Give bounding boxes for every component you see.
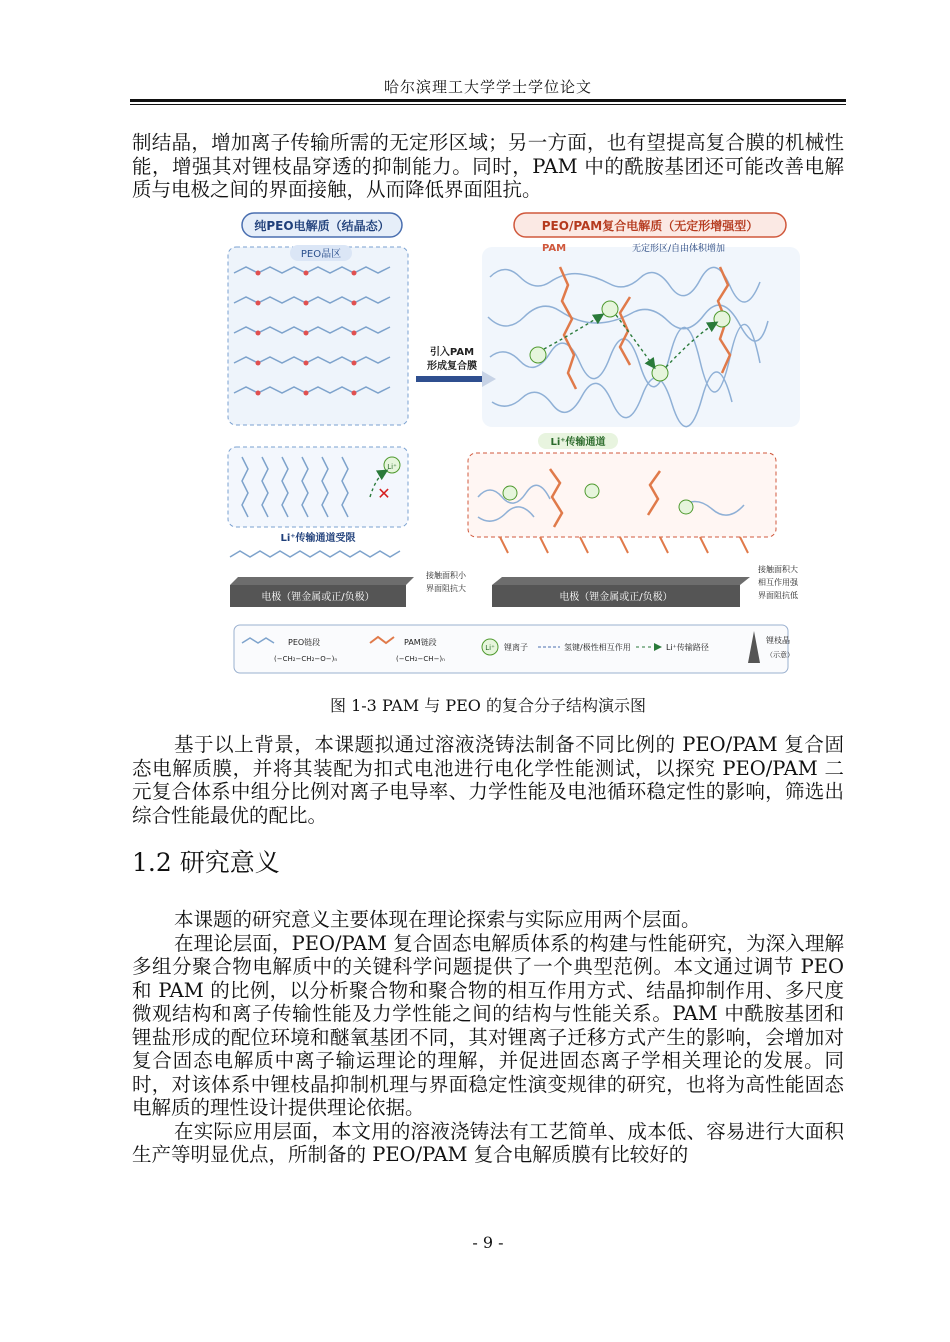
- legend-li-path: Li⁺传输路径: [666, 643, 709, 652]
- electrode-label-right: 电极（锂金属或正/负极）: [559, 592, 673, 603]
- left-panel-title: 纯PEO电解质（结晶态）: [254, 219, 390, 233]
- right-note-interaction-strong: 相互作用强: [758, 578, 798, 587]
- paragraph-application-level: 在实际应用层面，本文用的溶液浇铸法有工艺简单、成本低、容易进行大面积生产等明显优点，所制备的 PEO/PAM 复合电解质膜有比较好的: [132, 1119, 844, 1166]
- legend-peo-chain: PEO链段: [288, 638, 321, 647]
- legend-li-text: Li⁺: [485, 644, 495, 652]
- electrode-chains-left: [230, 551, 400, 557]
- page-number: - 9 -: [472, 1233, 504, 1252]
- left-note-impedance-high: 界面阻抗大: [426, 584, 466, 593]
- pam-label: PAM: [542, 243, 567, 254]
- section-heading: 1.2 研究意义: [132, 848, 280, 877]
- paragraph-intro-continued: 制结晶，增加离子传输所需的无定形区域；另一方面，也有望提高复合膜的机械性能，增强其对锂枝晶穿透的抑制能力。同时，PAM 中的酰胺基团还可能改善电解质与电极之间的界面接触，从而降低界面阻抗。: [132, 131, 844, 201]
- legend-pam-chain: PAM链段: [404, 638, 437, 647]
- figure-caption: 图 1-3 PAM 与 PEO 的复合分子结构演示图: [330, 696, 646, 715]
- arrow-label-introduce-pam: 引入PAM: [429, 347, 475, 358]
- right-note-impedance-low: 界面阻抗低: [758, 591, 798, 600]
- peo-crystal-label: PEO晶区: [300, 249, 342, 260]
- blocked-x-icon: ✕: [377, 484, 391, 503]
- legend-dendrite-note: （示意）: [766, 651, 794, 659]
- legend-peo-formula: (−CH₂−CH₂−O−)ₙ: [274, 655, 338, 663]
- legend-li-ion: 锂离子: [504, 643, 528, 652]
- amorphous-region-label: 无定形区/自由体积增加: [632, 244, 726, 254]
- thesis-header-title: 哈尔滨理工大学学士学位论文: [383, 78, 592, 96]
- figure-peo-pam-structure: [220, 207, 802, 681]
- legend-hbond: 氢键/极性相互作用: [564, 643, 631, 652]
- right-panel-title: PEO/PAM复合电解质（无定形增强型）: [541, 219, 759, 233]
- li-ion-text-left: Li⁺: [387, 463, 397, 471]
- arrow-label-form-membrane: 形成复合膜: [427, 361, 477, 372]
- li-channel-limited-label: Li⁺传输通道受限: [280, 533, 356, 544]
- paragraph-theory-level: 在理论层面，PEO/PAM 复合固态电解质体系的构建与性能研究，为深入理解多组分聚合物电解质中的关键科学问题提供了一个典型范例。本文通过调节 PEO 和 PAM 的比例，以分析聚合物和聚合物的相互作用方式、结晶抑制作用、多尺度微观结构和离子传输性能及力学性能之间的结构与性能关系。PAM 中酰胺基团和锂盐形成的配位环境和醚氧基团不同，其对锂离子迁移方式产生的影响，会增加对复合固态电解质中离子输运理论的理解，并促进固态离子学相关理论的发展。同时，对该体系中锂枝晶抑制机理与界面稳定性演变规律的研究，也将为高性能固态电解质的理性设计提供理论依据。: [132, 931, 844, 1119]
- legend-dendrite: 锂枝晶: [766, 636, 790, 645]
- electrode-pam-right: [500, 537, 748, 553]
- header-rule-thick: [130, 99, 846, 102]
- legend-pam-formula: (−CH₂−CH−)ₙ: [396, 655, 445, 663]
- electrode-label-left: 电极（锂金属或正/负极）: [261, 592, 375, 603]
- paragraph-significance: [132, 908, 844, 1167]
- paragraph-background-summary: 基于以上背景，本课题拟通过溶液浇铸法制备不同比例的 PEO/PAM 复合固态电解质膜，并将其装配为扣式电池进行电化学性能测试，以探究 PEO/PAM 二元复合体系中组分比例对离子电导率、力学性能及电池循环稳定性的影响，筛选出综合性能最优的配比。: [132, 733, 844, 827]
- left-note-contact-small: 接触面积小: [426, 571, 466, 580]
- right-note-contact-large: 接触面积大: [758, 565, 798, 574]
- li-channel-label: Li⁺传输通道: [550, 437, 606, 448]
- paragraph-significance-intro: 本课题的研究意义主要体现在理论探索与实际应用两个层面。: [174, 908, 701, 931]
- header-rule-thin: [130, 104, 846, 105]
